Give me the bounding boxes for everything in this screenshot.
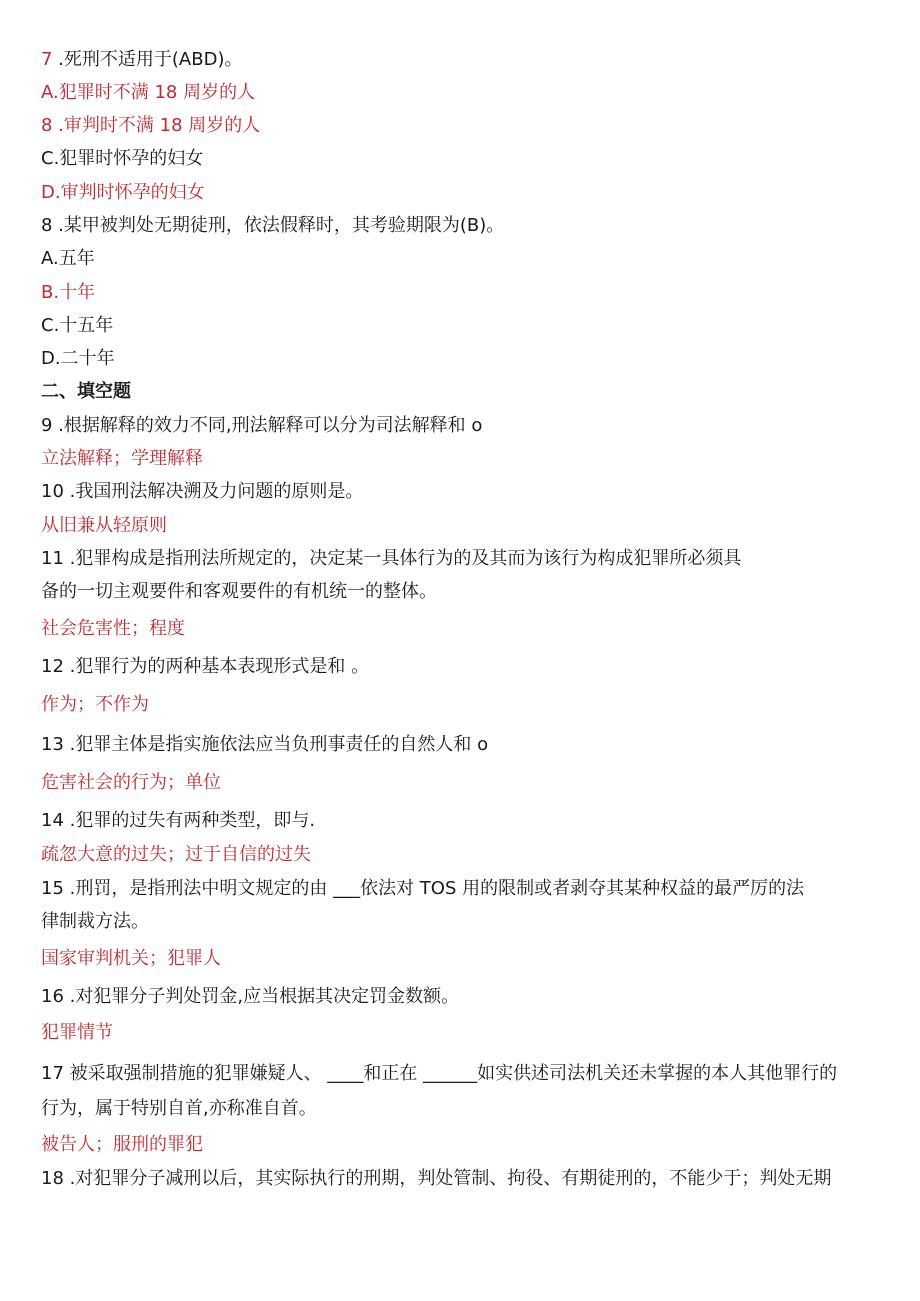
question-line: 18 .对犯罪分子减刑以后，其实际执行的刑期，判处管制、拘役、有期徒刑的，不能少于；判处无期 <box>41 1168 832 1189</box>
answer-line: D.审判时怀孕的妇女 <box>41 182 205 203</box>
answer-line: 疏忽大意的过失；过于自信的过失 <box>41 844 311 865</box>
answer-line: A.犯罪时不满 18 周岁的人 <box>41 82 256 103</box>
question-line: 14 .犯罪的过失有两种类型，即与. <box>41 810 316 831</box>
question-line: 8 .某甲被判处无期徒刑，依法假释时，其考验期限为(B)。 <box>41 215 505 236</box>
question-line: 16 .对犯罪分子判处罚金,应当根据其决定罚金数额。 <box>41 986 460 1007</box>
question-line: 律制裁方法。 <box>41 911 149 932</box>
section-heading: 二、填空题 <box>41 381 131 402</box>
question-7 <box>41 48 242 72</box>
answer-line: 从旧兼从轻原则 <box>41 515 167 536</box>
question-line: 17 被采取强制措施的犯罪嫌疑人、 ____和正在 ______如实供述司法机关还未掌握的本人其他罪行的 <box>41 1063 838 1084</box>
question-7-number: 7 <box>41 49 53 70</box>
answer-line: 犯罪情节 <box>41 1022 113 1043</box>
answer-line: 社会危害性；程度 <box>41 618 185 639</box>
question-line: 9 .根据解释的效力不同,刑法解释可以分为司法解释和 o <box>41 415 483 436</box>
option-line: A.五年 <box>41 248 95 269</box>
answer-line: B.十年 <box>41 282 96 303</box>
answer-line: 国家审判机关；犯罪人 <box>41 948 221 969</box>
question-line: 行为，属于特别自首,亦称准自首。 <box>41 1098 317 1119</box>
question-7-text: .死刑不适用于(ABD)。 <box>52 49 243 70</box>
answer-line: 危害社会的行为；单位 <box>41 772 221 793</box>
answer-line: 作为；不作为 <box>41 694 149 715</box>
question-line: 备的一切主观要件和客观要件的有机统一的整体。 <box>41 581 437 602</box>
option-line: D.二十年 <box>41 348 115 369</box>
question-line: 10 .我国刑法解决溯及力问题的原则是。 <box>41 481 364 502</box>
answer-line: 被告人；服刑的罪犯 <box>41 1134 203 1155</box>
option-line: C.十五年 <box>41 315 114 336</box>
question-line: 12 .犯罪行为的两种基本表现形式是和 。 <box>41 656 370 677</box>
question-line: 15 .刑罚，是指刑法中明文规定的由 ___依法对 TOS 用的限制或者剥夺其某种权益的最严厉的法 <box>41 878 805 899</box>
question-line: 11 .犯罪构成是指刑法所规定的，决定某一具体行为的及其而为该行为构成犯罪所必须具 <box>41 548 742 569</box>
answer-line: 立法解释；学理解释 <box>41 448 203 469</box>
answer-line: 8 .审判时不满 18 周岁的人 <box>41 115 261 136</box>
question-line: 13 .犯罪主体是指实施依法应当负刑事责任的自然人和 o <box>41 734 489 755</box>
option-line: C.犯罪时怀孕的妇女 <box>41 148 204 169</box>
